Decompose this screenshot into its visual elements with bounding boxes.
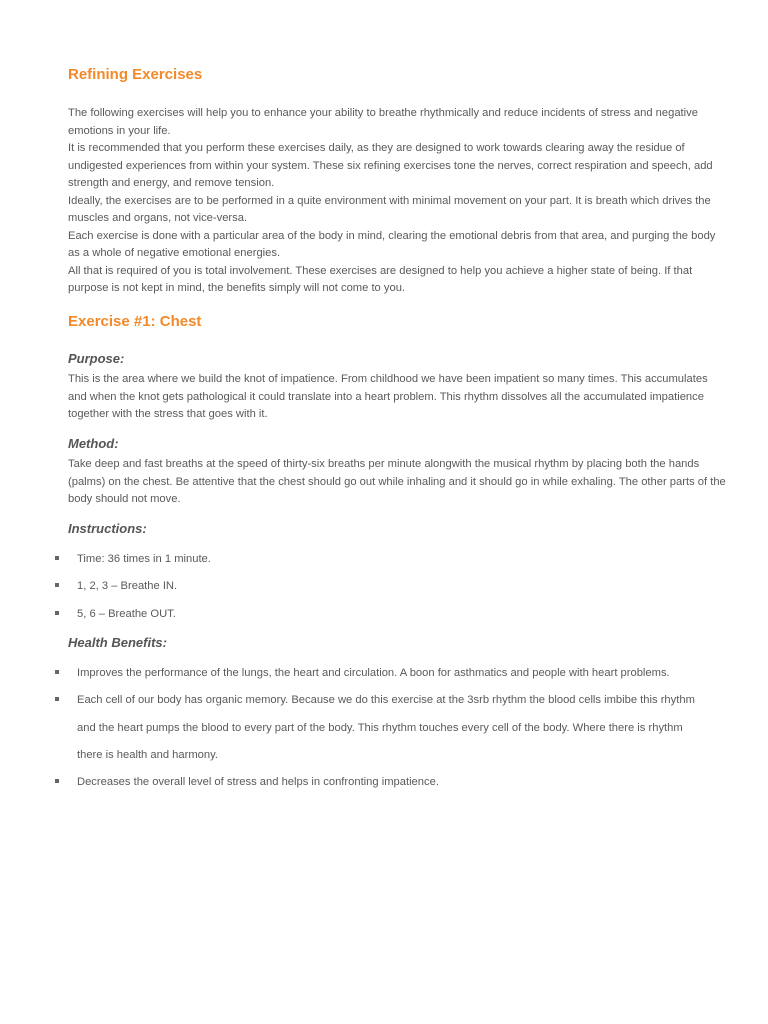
instruction-text: Time: 36 times in 1 minute.: [77, 553, 211, 565]
bullet-square-icon: [55, 697, 59, 701]
benefit-text: Decreases the overall level of stress and helps in confronting impatience.: [77, 776, 439, 789]
list-item: [0, 660, 707, 687]
intro-paragraph: Ideally, the exercises are to be performed in a quite environment with minimal movement on your part. It is breath which drives the muscles and organs, not vice-versa.: [68, 194, 711, 224]
purpose-text: This is the area where we build the knot of impatience. From childhood we have been impatient so many times. This accumulates and when the knot gets pathological it could translate into a heart problem. This rhythm dissolves all the accumulated impatience together with the stress that goes with it.: [68, 373, 708, 420]
instruction-text: 5, 6 – Breathe OUT.: [77, 607, 176, 620]
bullet-square-icon: [55, 556, 59, 560]
instructions-heading: Instructions:: [68, 521, 147, 536]
bullet-square-icon: [55, 611, 59, 615]
bullet-square-icon: [55, 583, 59, 587]
bullet-square-icon: [55, 670, 59, 674]
exercise-title: Exercise #1: Chest: [68, 313, 202, 330]
benefit-text: Each cell of our body has organic memory. Because we do this exercise at the 3srb rhythm the blood cells imbibe this rhythm and the heart pumps the blood to every part of the body. This rhythm touches every cell of the body. Where there is rhythm there is health and harmony.: [77, 694, 695, 761]
list-item: [0, 573, 707, 600]
list-item: [0, 687, 707, 769]
method-heading: Method:: [68, 436, 119, 451]
bullet-square-icon: [55, 779, 59, 783]
benefit-text: Improves the performance of the lungs, the heart and circulation. A boon for asthmatics and people with heart problems.: [77, 667, 670, 679]
intro-paragraph: All that is required of you is total involvement. These exercises are designed to help you achieve a higher state of being. If that purpose is not kept in mind, the benefits simply will not come to you.: [68, 264, 693, 294]
purpose-heading: Purpose:: [68, 351, 125, 366]
list-item: [0, 769, 707, 796]
list-item: [0, 546, 707, 573]
intro-paragraph: The following exercises will help you to enhance your ability to breathe rhythmically and reduce incidents of stress and negative emotions in your life.: [68, 107, 698, 137]
intro-section: [68, 105, 728, 298]
instructions-list: [0, 546, 768, 628]
instruction-text: 1, 2, 3 – Breathe IN.: [77, 580, 178, 593]
list-item: [0, 601, 707, 628]
document-title: Refining Exercises: [68, 66, 203, 83]
intro-paragraph: It is recommended that you perform these exercises daily, as they are designed to work towards clearing away the residue of undigested experiences from within your system. These six refining exercises tone the nerves, correct respiration and speech, add strength and energy, and remove tension.: [68, 142, 713, 189]
benefits-heading: Health Benefits:: [68, 635, 167, 650]
intro-paragraph: Each exercise is done with a particular area of the body in mind, clearing the emotional debris from that area, and purging the body as a whole of negative emotional energies.: [68, 229, 716, 259]
benefits-list: [0, 660, 768, 796]
method-text: Take deep and fast breaths at the speed of thirty-six breaths per minute alongwith the musical rhythm by placing both the hands (palms) on the chest. Be attentive that the chest should go out while inhaling and it should go in while exhaling. The other parts of the body should not move.: [68, 458, 726, 505]
